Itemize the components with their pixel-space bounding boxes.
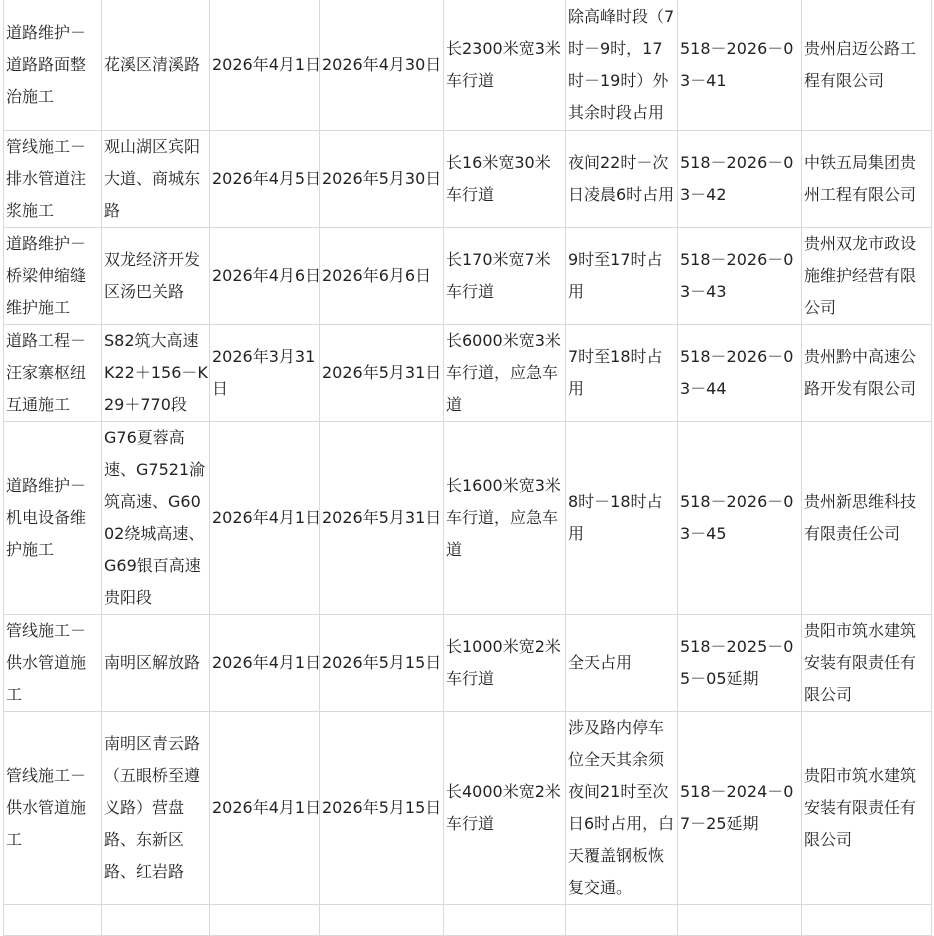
permit-number-cell: 518－2026－03－44: [678, 325, 802, 422]
occupation-time-cell: 夜间22时－次日凌晨6时占用: [566, 131, 678, 228]
construction-type-cell: 管线施工－供水管道施工: [4, 712, 102, 905]
construction-type-cell: 管线施工－供水管道施工: [4, 615, 102, 712]
empty-cell: [320, 905, 444, 936]
end-date-cell: 2026年5月15日: [320, 615, 444, 712]
end-date-cell: 2026年4月30日: [320, 0, 444, 131]
permit-number-cell: 518－2026－03－45: [678, 422, 802, 615]
location-cell: S82筑大高速K22＋156－K29＋770段: [102, 325, 210, 422]
occupied-area-cell: 长2300米宽3米车行道: [444, 0, 566, 131]
company-cell: 贵州双龙市政设施维护经营有限公司: [802, 228, 932, 325]
permit-number-cell: 518－2026－03－41: [678, 0, 802, 131]
start-date-cell: 2026年4月6日: [210, 228, 320, 325]
company-cell: 贵阳市筑水建筑安装有限责任有限公司: [802, 712, 932, 905]
table-row: [4, 228, 932, 325]
location-cell: 双龙经济开发区汤巴关路: [102, 228, 210, 325]
empty-cell: [678, 905, 802, 936]
occupied-area-cell: 长1000米宽2米车行道: [444, 615, 566, 712]
location-cell: 南明区青云路（五眼桥至遵义路）营盘路、东新区路、红岩路: [102, 712, 210, 905]
location-cell: 观山湖区宾阳大道、商城东路: [102, 131, 210, 228]
end-date-cell: 2026年5月30日: [320, 131, 444, 228]
end-date-cell: 2026年6月6日: [320, 228, 444, 325]
start-date-cell: 2026年4月5日: [210, 131, 320, 228]
end-date-cell: 2026年5月31日: [320, 325, 444, 422]
company-cell: 中铁五局集团贵州工程有限公司: [802, 131, 932, 228]
company-cell: 贵州新思维科技有限责任公司: [802, 422, 932, 615]
start-date-cell: 2026年3月31日: [210, 325, 320, 422]
permit-number-cell: 518－2025－05－05延期: [678, 615, 802, 712]
table-row: [4, 712, 932, 905]
construction-type-cell: 道路工程－汪家寨枢纽互通施工: [4, 325, 102, 422]
end-date-cell: 2026年5月15日: [320, 712, 444, 905]
permit-number-cell: 518－2024－07－25延期: [678, 712, 802, 905]
construction-type-cell: 道路维护－机电设备维护施工: [4, 422, 102, 615]
occupation-time-cell: 7时至18时占用: [566, 325, 678, 422]
construction-type-cell: 管线施工－排水管道注浆施工: [4, 131, 102, 228]
empty-cell: [4, 905, 102, 936]
occupation-time-cell: 涉及路内停车位全天其余须夜间21时至次日6时占用，白天覆盖钢板恢复交通。: [566, 712, 678, 905]
table-row: [4, 615, 932, 712]
occupation-time-cell: 除高峰时段（7时－9时，17时－19时）外其余时段占用: [566, 0, 678, 131]
construction-type-cell: 道路维护－桥梁伸缩缝维护施工: [4, 228, 102, 325]
end-date-cell: 2026年5月31日: [320, 422, 444, 615]
empty-cell: [444, 905, 566, 936]
empty-cell: [102, 905, 210, 936]
table-row-partial: [4, 905, 932, 936]
table-row: [4, 131, 932, 228]
location-cell: G76夏蓉高速、G7521渝筑高速、G6002绕城高速、G69银百高速贵阳段: [102, 422, 210, 615]
table-row: [4, 325, 932, 422]
occupied-area-cell: 长170米宽7米车行道: [444, 228, 566, 325]
construction-type-cell: 道路维护－道路路面整治施工: [4, 0, 102, 131]
occupied-area-cell: 长1600米宽3米车行道，应急车道: [444, 422, 566, 615]
occupied-area-cell: 长4000米宽2米车行道: [444, 712, 566, 905]
location-cell: 南明区解放路: [102, 615, 210, 712]
company-cell: 贵州启迈公路工程有限公司: [802, 0, 932, 131]
company-cell: 贵州黔中高速公路开发有限公司: [802, 325, 932, 422]
start-date-cell: 2026年4月1日: [210, 422, 320, 615]
permit-number-cell: 518－2026－03－42: [678, 131, 802, 228]
permit-number-cell: 518－2026－03－43: [678, 228, 802, 325]
start-date-cell: 2026年4月1日: [210, 0, 320, 131]
page: [3, 0, 932, 936]
table-row: [4, 422, 932, 615]
start-date-cell: 2026年4月1日: [210, 615, 320, 712]
company-cell: 贵阳市筑水建筑安装有限责任有限公司: [802, 615, 932, 712]
occupation-time-cell: 8时－18时占用: [566, 422, 678, 615]
location-cell: 花溪区清溪路: [102, 0, 210, 131]
table-row: [4, 0, 932, 131]
empty-cell: [802, 905, 932, 936]
empty-cell: [210, 905, 320, 936]
occupied-area-cell: 长16米宽30米车行道: [444, 131, 566, 228]
occupation-time-cell: 全天占用: [566, 615, 678, 712]
occupation-time-cell: 9时至17时占用: [566, 228, 678, 325]
road-occupation-table: [3, 0, 932, 936]
empty-cell: [566, 905, 678, 936]
start-date-cell: 2026年4月1日: [210, 712, 320, 905]
occupied-area-cell: 长6000米宽3米车行道，应急车道: [444, 325, 566, 422]
